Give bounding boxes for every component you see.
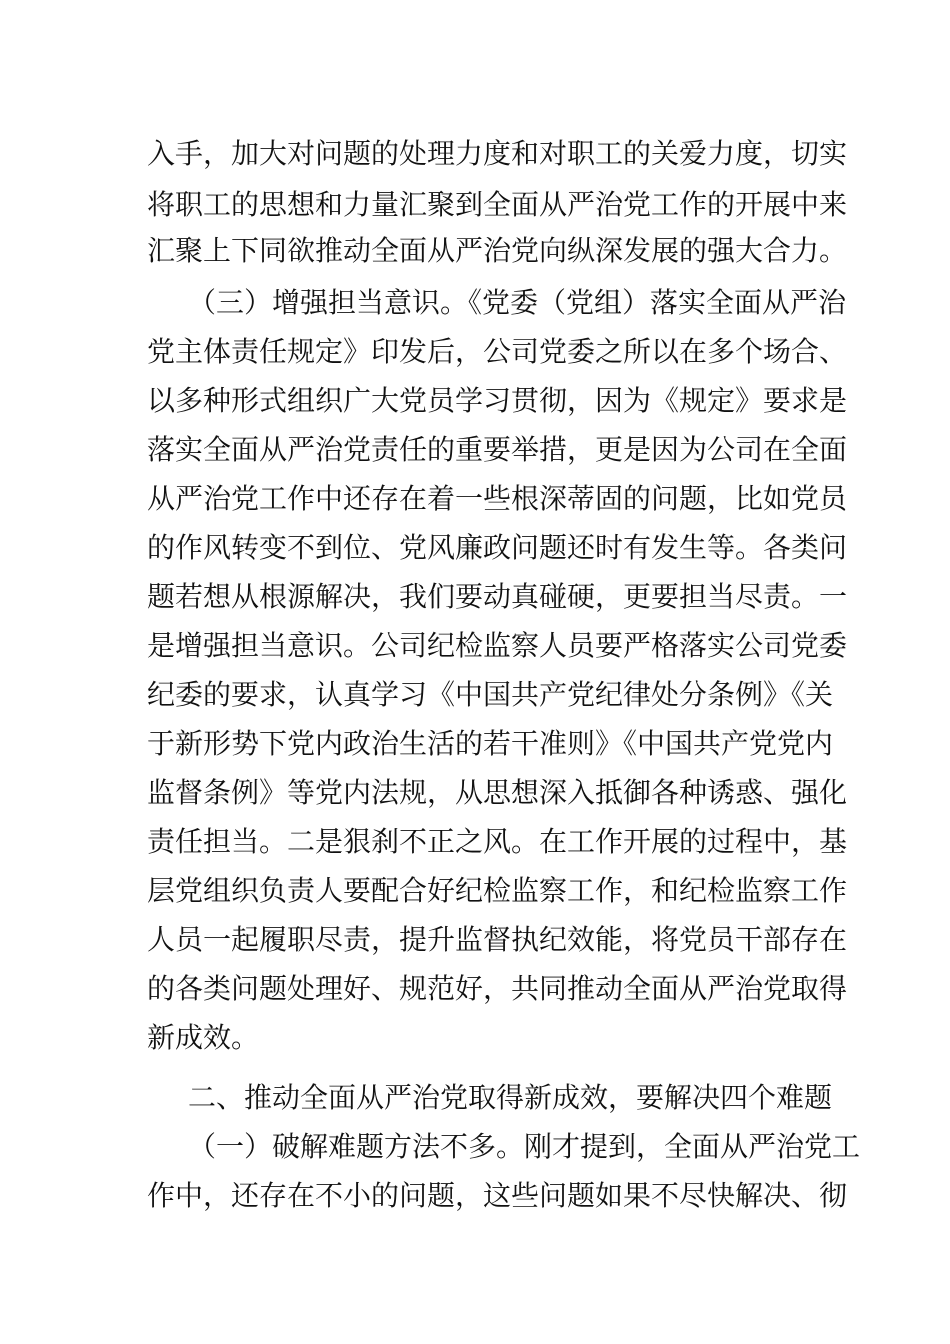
text-line: 是增强担当意识。公司纪检监察人员要严格落实公司党委 — [147, 629, 848, 662]
text-line: 责任担当。二是狠刹不正之风。在工作开展的过程中，基 — [147, 825, 848, 858]
text-line: 作中，还存在不小的问题，这些问题如果不尽快解决、彻 — [147, 1179, 848, 1212]
text-line: 于新形势下党内政治生活的若干准则》《中国共产党党内 — [147, 727, 834, 760]
text-line: 新成效。 — [147, 1021, 260, 1054]
text-line: 汇聚上下同欲推动全面从严治党向纵深发展的强大合力。 — [147, 234, 848, 267]
text-line: 的作风转变不到位、党风廉政问题还时有发生等。各类问 — [147, 531, 848, 564]
text-line: 将职工的思想和力量汇聚到全面从严治党工作的开展中来 — [147, 188, 848, 221]
text-line: 的各类问题处理好、规范好，共同推动全面从严治党取得 — [147, 972, 848, 1005]
text-line: 题若想从根源解决，我们要动真碰硬，更要担当尽责。一 — [147, 580, 848, 613]
text-line: 纪委的要求，认真学习《中国共产党纪律处分条例》《关 — [147, 678, 834, 711]
paragraph-start-line: （一）破解难题方法不多。刚才提到，全面从严治党工 — [188, 1130, 861, 1163]
text-line: 从严治党工作中还存在着一些根深蒂固的问题，比如党员 — [147, 482, 848, 515]
text-line: 落实全面从严治党责任的重要举措，更是因为公司在全面 — [147, 433, 848, 466]
text-line: 党主体责任规定》印发后，公司党委之所以在多个场合、 — [147, 335, 848, 368]
text-line: 入手，加大对问题的处理力度和对职工的关爱力度，切实 — [147, 137, 848, 170]
text-line: 监督条例》等党内法规，从思想深入抵御各种诱惑、强化 — [147, 776, 848, 809]
paragraph-start-line: （三）增强担当意识。《党委（党组）落实全面从严治 — [188, 286, 847, 319]
text-line: 以多种形式组织广大党员学习贯彻，因为《规定》要求是 — [147, 384, 848, 417]
text-line: 人员一起履职尽责，提升监督执纪效能，将党员干部存在 — [147, 923, 848, 956]
section-heading: 二、推动全面从严治党取得新成效，要解决四个难题 — [188, 1081, 833, 1114]
text-line: 层党组织负责人要配合好纪检监察工作，和纪检监察工作 — [147, 874, 848, 907]
